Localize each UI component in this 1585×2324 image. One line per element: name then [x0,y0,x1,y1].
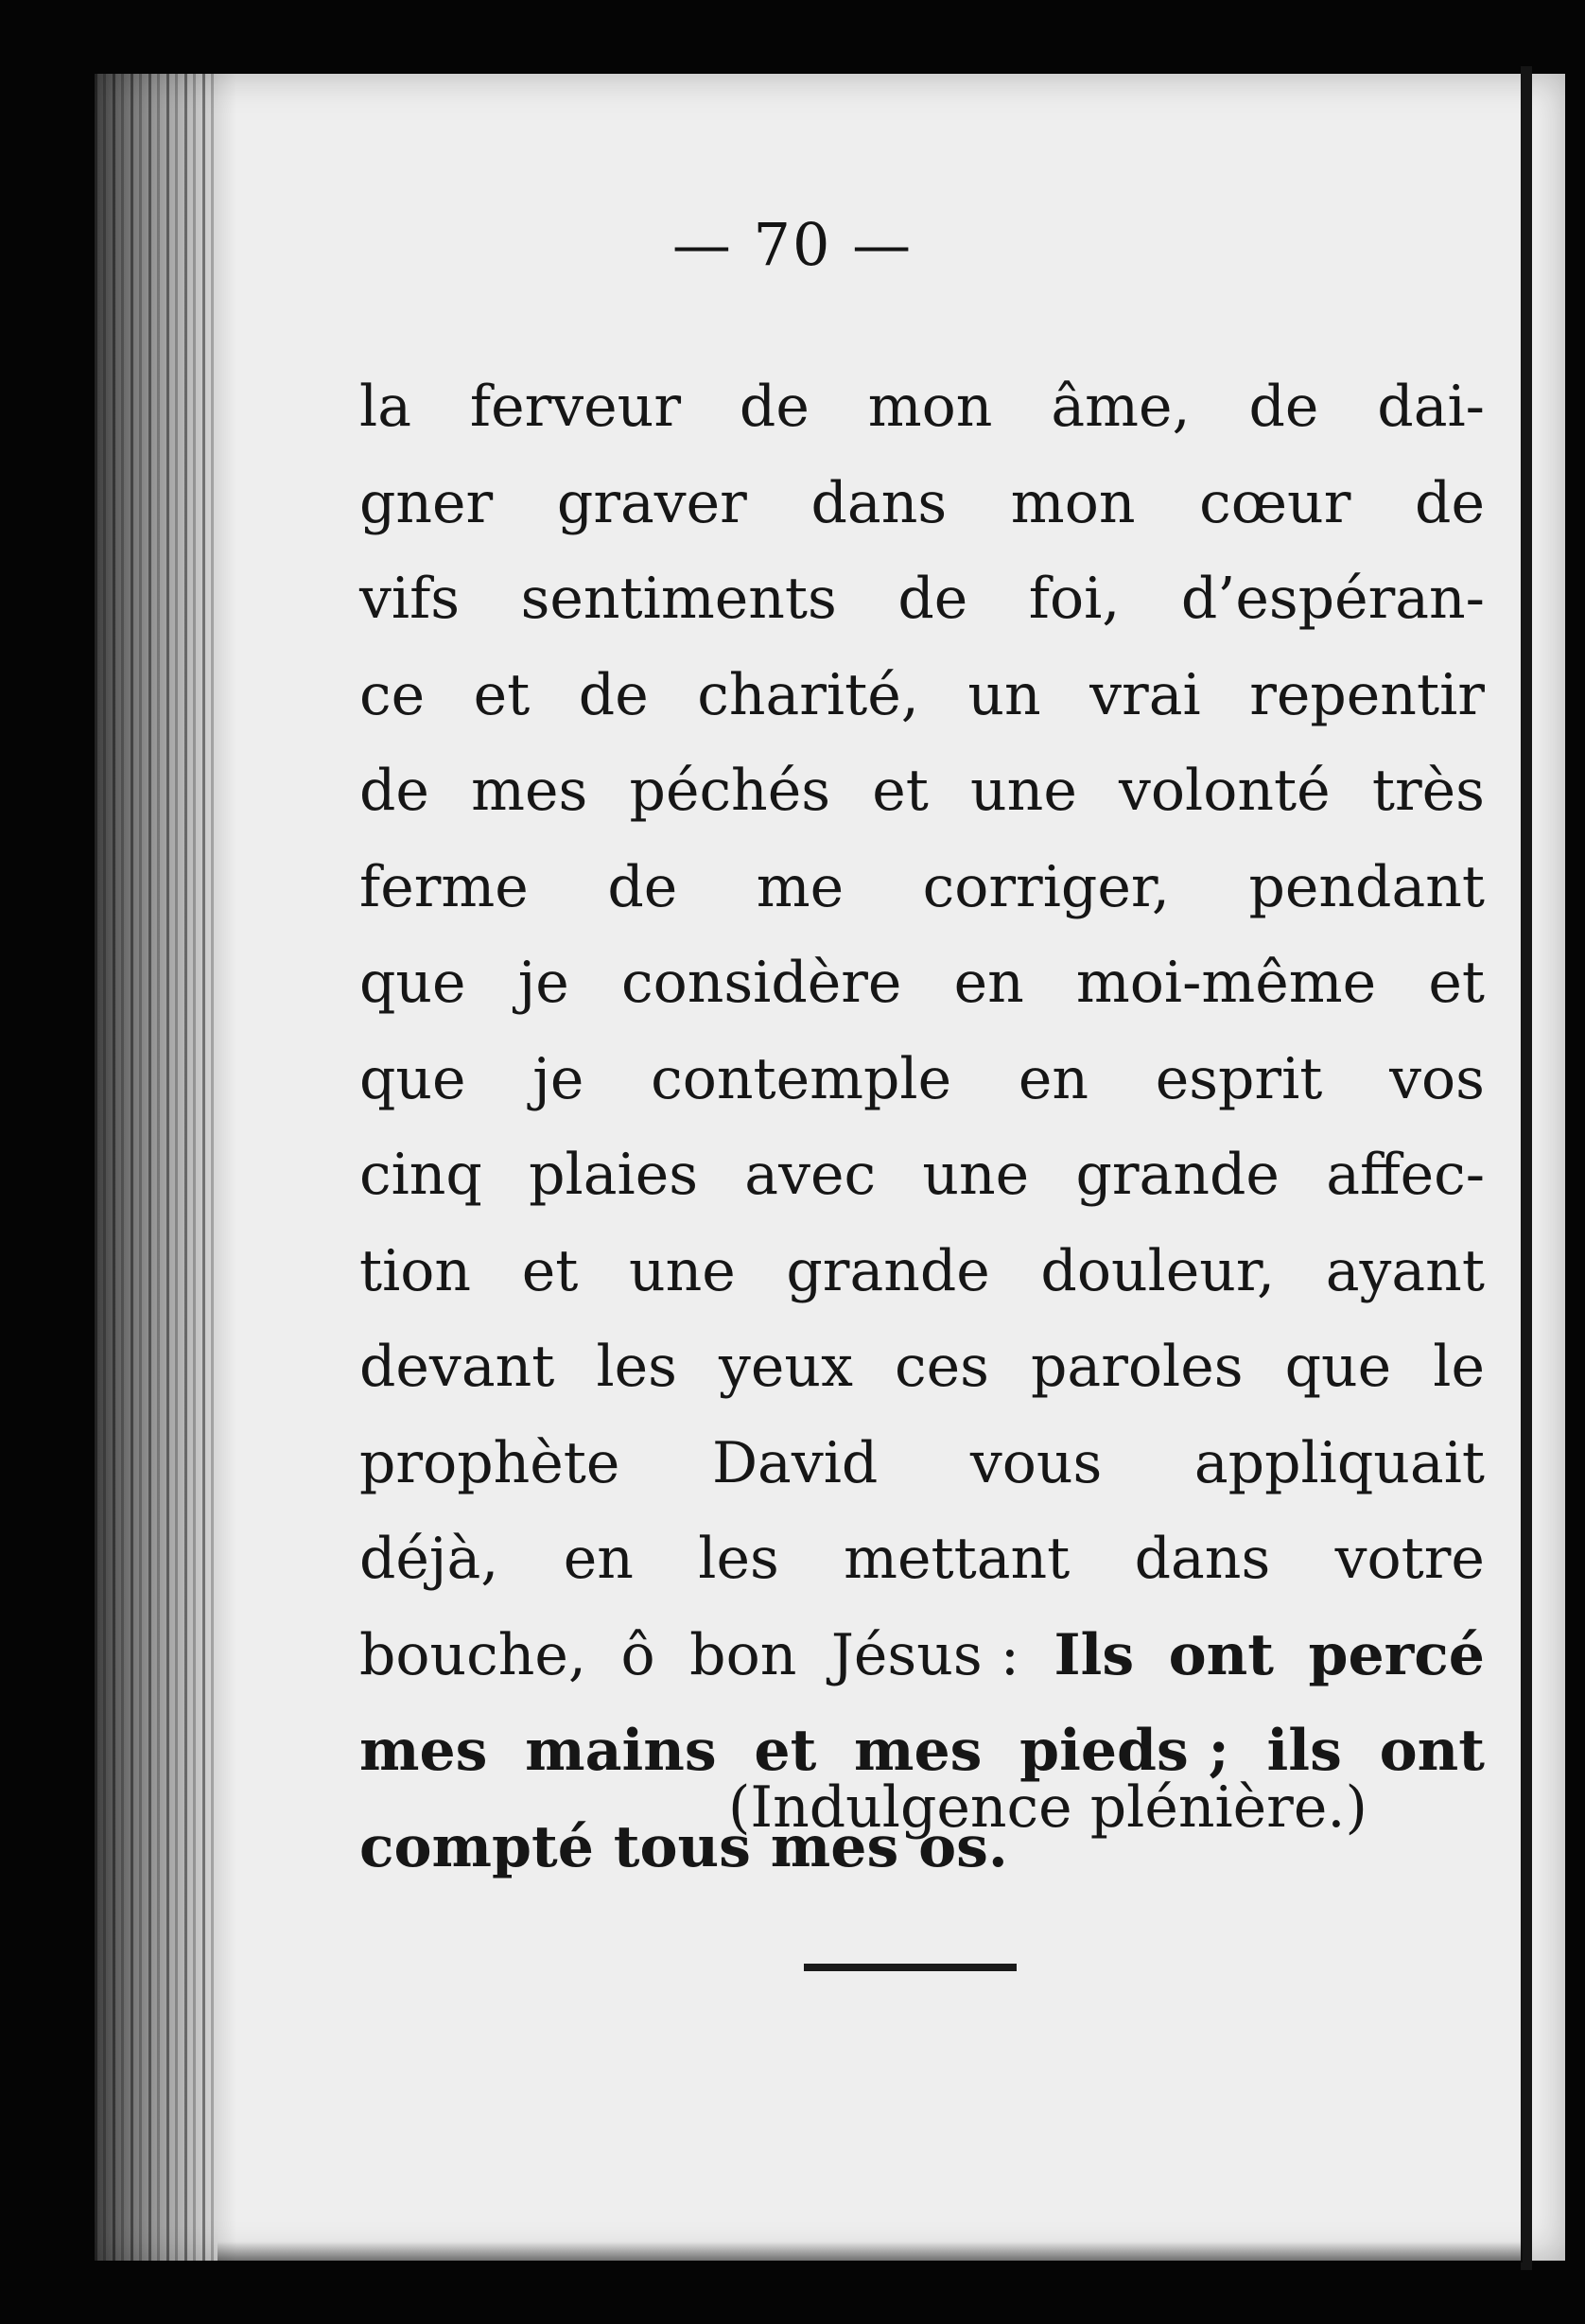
text-line: gner graver dans mon cœur de [359,469,1485,536]
text-line: bouche, ô bon Jésus : Ils ont percé [359,1621,1485,1688]
text-line: la ferveur de mon âme, de dai- [359,374,1485,440]
text-line: que je considère en moi-même et [359,950,1485,1016]
text-line: vifs sentiments de foi, d’espéran- [359,566,1485,632]
spine-shadow [95,74,236,2261]
text-line: prophète David vous appliquait [359,1429,1485,1496]
text-line: que je contemple en esprit vos [359,1045,1485,1112]
body-text [359,359,1485,1896]
text-line: devant les yeux ces paroles que le [359,1334,1485,1400]
page-right-edge [1521,66,1532,2270]
section-divider [804,1964,1017,1971]
text-line: ce et de charité, un vrai repentir [359,661,1485,728]
text-line: déjà, en les mettant dans votre [359,1526,1485,1592]
text-line-bold: mes mains et mes pieds ; ils ont [359,1718,1485,1784]
text-line: ferme de me corriger, pendant [359,853,1485,920]
text-line: de mes péchés et une volonté très [359,758,1485,824]
page-number: — 70 — [671,210,914,279]
text-line: cinq plaies avec une grande affec- [359,1142,1485,1208]
text-line: tion et une grande douleur, ayant [359,1237,1485,1304]
page-bottom-edge [218,2242,1523,2263]
text-line-bold-last: compté tous mes os. [359,1813,1008,1880]
indulgence-note: (Indulgence plénière.) [728,1774,1367,1841]
